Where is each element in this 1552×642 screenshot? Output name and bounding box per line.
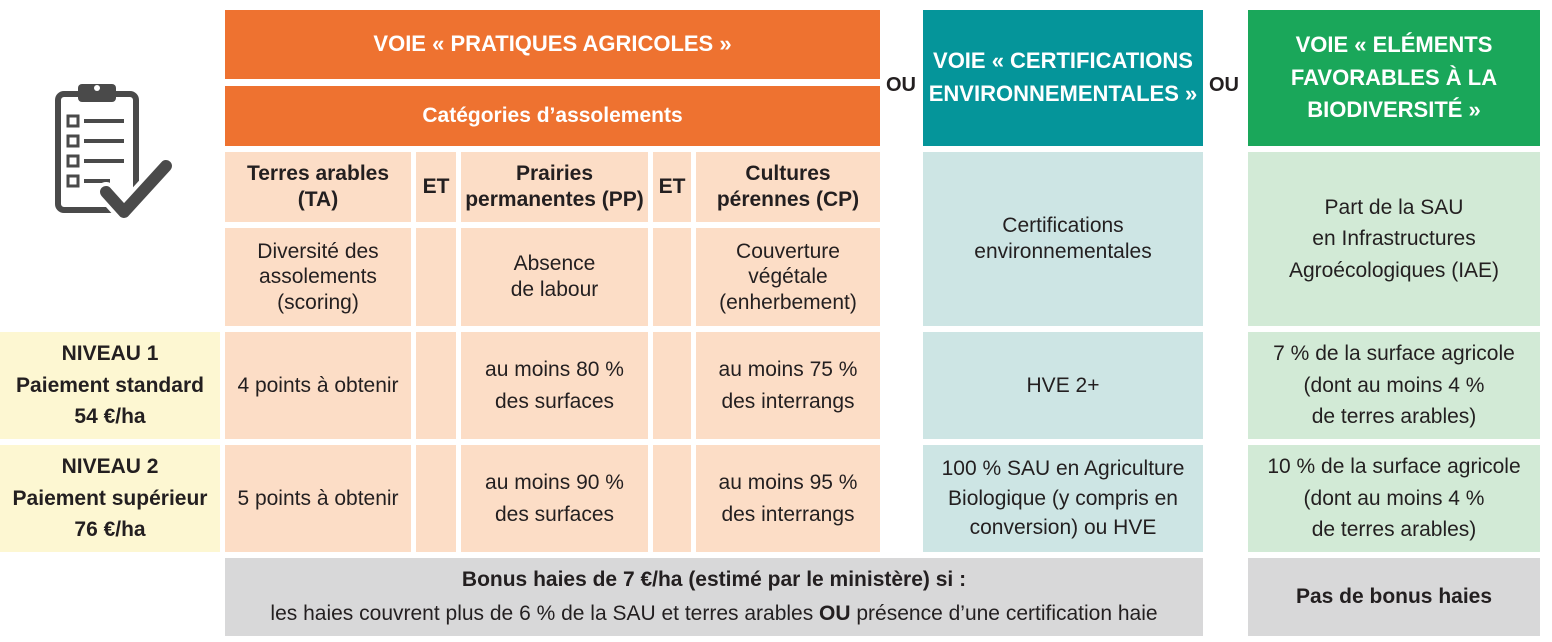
niveau-1-label: NIVEAU 1 Paiement standard 54 €/ha: [0, 332, 220, 439]
bonus-haies-box: [225, 558, 1203, 636]
voie-certif-line-2: ENVIRONNEMENTALES »: [928, 81, 1198, 106]
subheader-prairies-permanentes: Prairies permanentes (PP): [461, 152, 648, 222]
voie-certifications-header: [923, 10, 1203, 146]
niveau-1-terres-arables: 4 points à obtenir: [225, 332, 411, 439]
voie-pratiques-title: VOIE « PRATIQUES AGRICOLES »: [373, 31, 732, 57]
categories-title: Catégories d’assolements: [422, 104, 683, 128]
voie-elements-header: [1248, 10, 1540, 146]
pas-de-bonus-haies: Pas de bonus haies: [1248, 558, 1540, 636]
niveau-2-iae: 10 % de la surface agricole (dont au moins 4 % de terres arables): [1248, 445, 1540, 552]
categories-header: [225, 86, 880, 146]
niveau-2-cultures: au moins 95 % des interrangs: [696, 445, 880, 552]
criteria-cultures-perennes: Couverture végétale (enherbement): [696, 228, 880, 326]
niveau-1-cultures: au moins 75 % des interrangs: [696, 332, 880, 439]
voie-elements-line-2: FAVORABLES À LA: [1290, 64, 1498, 90]
subheader-et-2: ET: [653, 152, 691, 222]
criteria-certifications: Certifications environnementales: [923, 152, 1203, 326]
niveau-2-terres-arables: 5 points à obtenir: [225, 445, 411, 552]
subheader-terres-arables: Terres arables (TA): [225, 152, 411, 222]
subheader-et-1: ET: [416, 152, 456, 222]
criteria-et-gap-1: [416, 228, 456, 326]
ou-separator-1: OU: [886, 74, 916, 96]
clipboard-checklist-icon: [50, 80, 175, 230]
niveau-1-prairies: au moins 80 % des surfaces: [461, 332, 648, 439]
niveau-2-label: NIVEAU 2 Paiement supérieur 76 €/ha: [0, 445, 220, 552]
niveau-1-et-gap-2: [653, 332, 691, 439]
bonus-haies-title: Bonus haies de 7 €/ha (estimé par le ministère) si :: [461, 568, 967, 592]
voie-elements-line-3: BIODIVERSITÉ »: [1307, 97, 1481, 123]
bonus-haies-conditions: les haies couvrent plus de 6 % de la SAU et terres arables OU présence d’une certification haie: [270, 602, 1158, 625]
subheader-cultures-perennes: Cultures pérennes (CP): [696, 152, 880, 222]
criteria-terres-arables: Diversité des assolements (scoring): [225, 228, 411, 326]
niveau-2-et-gap-1: [416, 445, 456, 552]
niveau-2-certification: 100 % SAU en Agriculture Biologique (y compris en conversion) ou HVE: [923, 445, 1203, 552]
voie-elements-line-1: VOIE « ELÉMENTS: [1295, 31, 1493, 57]
niveau-1-iae: 7 % de la surface agricole (dont au moins 4 % de terres arables): [1248, 332, 1540, 439]
ou-separator-2: OU: [1209, 74, 1239, 96]
niveau-1-certification: HVE 2+: [923, 332, 1203, 439]
niveau-2-et-gap-2: [653, 445, 691, 552]
criteria-iae: Part de la SAU en Infrastructures Agroécologiques (IAE): [1248, 152, 1540, 326]
criteria-et-gap-2: [653, 228, 691, 326]
criteria-prairies-permanentes: Absence de labour: [461, 228, 648, 326]
voie-pratiques-header: [225, 10, 880, 79]
voie-certif-line-1: VOIE « CERTIFICATIONS: [933, 48, 1193, 74]
niveau-1-et-gap-1: [416, 332, 456, 439]
niveau-2-prairies: au moins 90 % des surfaces: [461, 445, 648, 552]
